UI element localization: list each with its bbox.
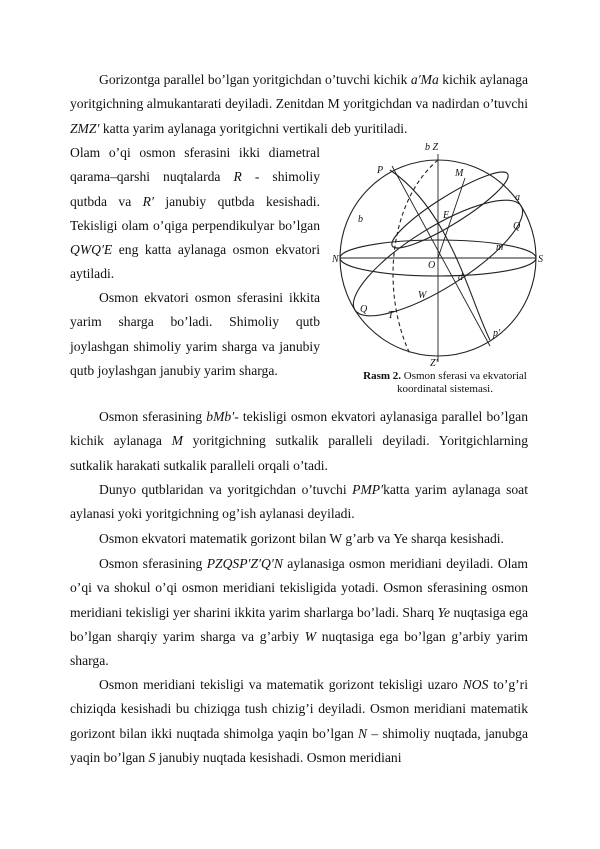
text-italic: Ye [437,604,451,620]
text-italic: S [148,749,156,765]
label-b: b [358,214,363,225]
label-t: T [388,310,394,321]
paragraph-soat-aylanasi [70,478,528,527]
label-bz: b Z [425,142,439,153]
label-d: d [458,272,463,283]
text: aylanasiga osmon meridiani deyiladi. Olam o’qi va shokul o’qi osmon meridiani tekisligida yotadi. Osmon sferasining osmon meridiani tekisligi yer sharini ikkita yarim sharlarga bo’ladi. Sharq [70,556,528,620]
text: yoritgichning sutkalik paralleli deyiladi. Yoritgichlarning sutkalik harakati sutkalik paralleli orqali o’tadi. [70,433,528,473]
paragraph-gorizont: Osmon ekvatori matematik gorizont bilan W g’arb va Ye sharqa kesishadi. [99,531,504,546]
text-italic: a′Ma [410,72,439,87]
caption-number: Rasm 2. [363,370,402,382]
text: kichik aylanaga yoritgichning almukantarati deyiladi. Zenitdan M yoritgichdan va nadirdan o’tuvchi [70,72,529,112]
text-italic: PMP′ [352,482,384,497]
text-italic: QWQ′E [70,242,113,258]
paragraph-ekvator: Osmon ekvatori osmon sferasini ikkita yarim sharga bo’ladi. Shimoliy qutb joylashgan shimoliy yarim sharga va janubiy qutb joylashgan janubiy yarim sharga. [70,290,320,378]
label-n: N [332,254,339,265]
text: nuqtasiga ega bo’lgan sharqiy yarim sharga va g’arbiy [70,604,529,644]
text-italic: M [171,433,183,449]
label-s: S [538,254,543,265]
meridian-dashed [393,160,438,354]
text-italic: PZQSP′Z′Q′N [206,556,283,571]
label-m: M [455,168,464,179]
label-o: O [428,260,436,271]
text: Dunyo qutblaridan va yoritgichdan o’tuvchi [99,482,353,497]
text: – shimoliy nuqtada, janubga yaqin bo’lgan [70,725,528,765]
text: katta yarim aylanaga yoritgichni vertikali deb yuritiladi. [99,120,408,136]
text: janubiy qutbda kesishadi. Tekisligi olam o’qiga perpendikulyar bo’lgan [70,193,320,233]
text: nuqtasiga ega bo’lgan g’arbiy yarim sharga. [70,628,528,669]
figure-caption [345,370,545,395]
text-italic: R [233,169,242,185]
text: janubiy nuqtada kesishadi. Osmon meridiani [155,749,402,765]
text: - tekisligi osmon ekvatori aylanasiga parallel bo’lgan kichik aylanaga [70,409,528,449]
text: to’g’ri chiziqda kesishadi bu chiziqga tush chizig’i deyiladi. Osmon meridiani matematik gorizont bilan ikki nuqtada shimolga yaqin bo’lgan [70,677,528,741]
label-qq: Q [360,304,368,315]
label-q: Q [513,221,521,232]
text: Olam o’qi osmon sferasini ikki diametral qarama–qarshi nuqtalarda [70,145,320,185]
label-a: a [515,192,520,203]
world-axis [392,166,490,346]
text: Gorizontga parallel bo’lgan yoritgichdan o’tuvchi kichik [99,72,411,87]
text-italic: R′ [142,193,154,209]
text: Osmon meridiani tekisligi va matematik gorizont tekisligi uzaro [99,677,463,692]
label-zz: Z′ [430,358,438,368]
caption-text: Osmon sferasi va ekvatorial koordinatal sistemasi. [397,370,527,395]
paragraph-olam-oqi [70,141,320,287]
paragraph-almukantarat [70,68,528,141]
text: - shimoliy qutbda va [70,169,320,209]
label-e: E [443,210,450,221]
text: katta yarim aylanaga soat aylanasi yoki yoritgichning og’ish aylanasi deyiladi. [70,482,528,522]
label-w: W [418,290,427,301]
paragraph-meridian [70,552,528,673]
label-mm: m [496,242,504,253]
label-p: P [377,165,384,176]
text: Osmon sferasining [99,556,207,571]
paragraph-sutkalik-parallel [70,405,528,478]
paragraph-tush-chizigi [70,673,528,770]
text-italic: bMb′ [206,409,235,424]
celestial-sphere-figure [330,140,550,368]
text-italic: W [304,628,317,644]
text-italic: NOS [462,677,489,692]
text-italic: N [358,725,368,741]
label-pp: p′ [493,328,501,339]
text: Osmon sferasining [99,409,207,424]
text: eng katta aylanaga osmon ekvatori aytiladi. [70,242,320,282]
text-italic: ZMZ′ [70,120,100,136]
